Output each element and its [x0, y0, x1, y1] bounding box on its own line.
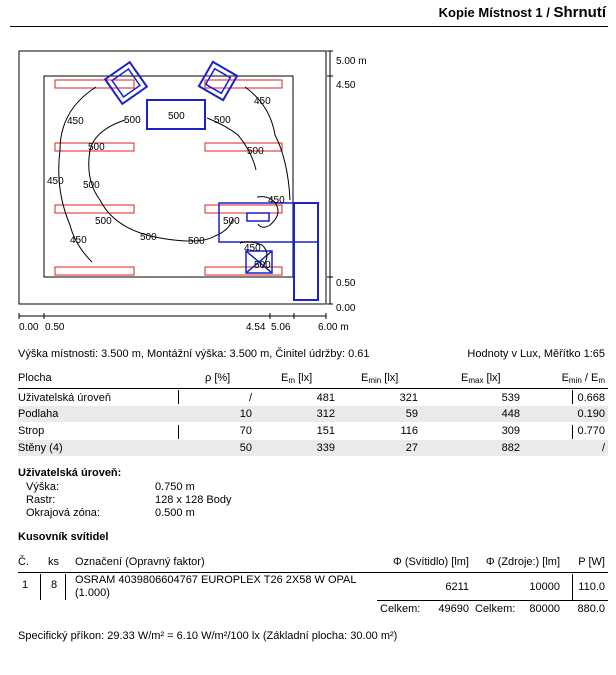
surface-em: 339	[316, 442, 335, 454]
isoline-label: 500	[247, 146, 264, 157]
luminaire	[205, 205, 282, 213]
page-header	[439, 4, 606, 26]
workplane-value: 0.750 m	[155, 481, 195, 493]
right-scale-label: 4.50	[336, 80, 356, 91]
col-ks: ks	[48, 556, 59, 568]
ratio-sub1: min	[568, 376, 582, 385]
isoline-label: 450	[268, 195, 285, 206]
surface-ratio: /	[601, 442, 605, 454]
total-phi-src: 80000	[529, 603, 560, 615]
total-label: Celkem:	[380, 603, 421, 615]
luminaire-row	[18, 574, 608, 602]
isoline-label: 450	[47, 176, 64, 187]
door-shelf	[294, 203, 318, 300]
luminaire-factor: (1.000)	[75, 587, 110, 599]
surface-ratio: 0.668	[577, 392, 605, 404]
bottom-scale-label: 6.00 m	[318, 322, 349, 333]
surface-emin: 27	[405, 442, 418, 454]
col-p: P [W]	[578, 556, 605, 568]
total-label-2: Celkem:	[475, 603, 516, 615]
surfaces-header-divider	[18, 388, 608, 389]
luminaires-header-divider	[18, 572, 608, 573]
isoline-label: 450	[254, 96, 271, 107]
bottom-scale-label: 5.06	[271, 322, 291, 333]
right-scale-label: 0.00	[336, 303, 356, 314]
isoline-label: 500	[168, 111, 185, 122]
luminaire-phi-lamp: 6211	[445, 581, 469, 593]
col-name: Označení (Opravný faktor)	[75, 556, 205, 568]
workplane-value: 0.500 m	[155, 507, 195, 519]
emin-sub: min	[368, 376, 382, 385]
luminaire-ks: 8	[51, 579, 58, 591]
table-separator	[40, 574, 41, 600]
surface-emin: 321	[399, 392, 418, 404]
emax-unit: [lx]	[483, 372, 501, 384]
luminaire	[55, 267, 134, 275]
isoline-label: 500	[188, 236, 205, 247]
table-separator	[572, 390, 573, 404]
luminaires-header-row	[18, 554, 608, 570]
surface-row	[18, 440, 608, 456]
surface-name: Podlaha	[18, 408, 59, 420]
emax-e: E	[461, 372, 469, 384]
surface-emax: 882	[501, 442, 520, 454]
luminaire-c: 1	[22, 579, 29, 591]
table-separator	[572, 425, 573, 439]
luminaire-name: OSRAM 4039806604767 EUROPLEX T26 2X58 W OPAL	[75, 574, 357, 586]
table-separator	[65, 574, 66, 600]
surface-emax: 448	[501, 408, 520, 420]
luminaire	[55, 205, 134, 213]
luminaire	[55, 80, 134, 88]
floor-plan	[0, 40, 380, 335]
isoline-label: 500	[95, 216, 112, 227]
col-c: Č.	[18, 556, 29, 568]
table-separator	[572, 574, 573, 600]
luminaire	[205, 80, 282, 88]
surface-row	[18, 406, 608, 422]
surface-em: 481	[316, 392, 335, 404]
surface-name: Strop	[18, 425, 45, 437]
surface-em: 312	[316, 408, 335, 420]
ratio-sub2: m	[598, 376, 605, 385]
isoline-label: 450	[244, 243, 261, 254]
right-scale-label: 5.00 m	[336, 56, 367, 67]
isoline-label: 500	[83, 180, 100, 191]
values-scale: Hodnoty v Lux, Měřítko 1:65	[467, 348, 605, 360]
surface-name: Uživatelská úroveň	[18, 392, 111, 404]
surface-emin: 59	[405, 408, 418, 420]
surface-emin: 116	[400, 425, 418, 437]
furniture-layer	[105, 62, 318, 300]
em-unit: [lx]	[295, 372, 313, 384]
luminaires-title: Kusovník svítidel	[18, 531, 109, 543]
surface-row	[18, 423, 608, 439]
room-outer-wall	[19, 51, 326, 304]
col-ratio	[562, 370, 605, 389]
em-sub: m	[288, 376, 296, 385]
surface-ratio: 0.190	[577, 408, 605, 420]
emin-unit: [lx]	[381, 372, 399, 384]
isoline-label: 450	[67, 116, 84, 127]
surface-rho: 10	[239, 408, 252, 420]
surface-em: 151	[316, 425, 335, 437]
isoline-label: 500	[124, 115, 141, 126]
table-separator	[178, 425, 179, 439]
workplane-value: 128 x 128 Body	[155, 494, 232, 506]
room-summary: Výška místnosti: 3.500 m, Montážní výška: 3.500 m, Činitel údržby: 0.61	[18, 348, 370, 360]
bottom-scale-label: 0.50	[45, 322, 65, 333]
header-divider	[10, 26, 608, 27]
bottom-scale-label: 4.54	[246, 322, 266, 333]
col-phi-src: Φ (Zdroje:) [lm]	[485, 556, 560, 568]
emax-sub: max	[468, 376, 484, 385]
col-rho: ρ [%]	[205, 372, 231, 384]
col-emin	[361, 370, 398, 389]
col-em	[281, 370, 312, 389]
table-separator	[178, 390, 179, 404]
ratio-mid: / E	[581, 372, 599, 384]
isoline-label: 500	[254, 260, 271, 271]
ratio-e1: E	[561, 372, 569, 384]
total-phi-lamp: 49690	[438, 603, 469, 615]
luminaire-phi-src: 10000	[529, 581, 560, 593]
surfaces-header-row	[18, 370, 608, 386]
isoline-labels	[47, 96, 285, 271]
surface-row	[18, 390, 608, 406]
bottom-scale-label: 0.00	[19, 322, 39, 333]
chair-left	[105, 62, 147, 104]
right-scale	[327, 51, 333, 304]
bottom-scale	[19, 313, 326, 319]
col-plocha: Plocha	[18, 372, 52, 384]
col-phi-lamp: Φ (Svítidlo) [lm]	[392, 556, 469, 568]
workplane-label: Okrajová zóna:	[26, 507, 100, 519]
isoline-label: 500	[214, 115, 231, 126]
specific-power: Specifický příkon: 29.33 W/m² = 6.10 W/m²/100 lx (Základní plocha: 30.00 m²)	[18, 630, 398, 642]
surface-rho: 50	[239, 442, 252, 454]
header-title-small: Kopie Místnost 1 /	[438, 5, 554, 20]
isoline-label: 500	[88, 142, 105, 153]
emin-e: E	[361, 372, 369, 384]
workplane-label: Rastr:	[26, 494, 56, 506]
small-box	[247, 213, 269, 221]
luminaires-total-row	[18, 601, 608, 617]
surface-name: Stěny (4)	[18, 442, 63, 454]
surface-emax: 309	[501, 425, 520, 437]
workplane-title: Uživatelská úroveň:	[18, 467, 122, 479]
surface-ratio: 0.770	[577, 425, 605, 437]
workplane-label: Výška:	[26, 481, 60, 493]
surface-rho: /	[248, 392, 252, 404]
luminaire	[205, 143, 282, 151]
em-e: E	[281, 372, 289, 384]
col-emax	[461, 370, 501, 389]
surface-emax: 539	[501, 392, 520, 404]
surface-rho: 70	[239, 425, 252, 437]
total-p: 880.0	[577, 603, 605, 615]
header-title-big: Shrnutí	[553, 4, 606, 21]
isoline-label: 500	[223, 216, 240, 227]
isoline-label: 450	[70, 235, 87, 246]
right-scale-label: 0.50	[336, 278, 356, 289]
isoline-label: 500	[140, 232, 157, 243]
luminaire-p: 110.0	[578, 581, 605, 593]
